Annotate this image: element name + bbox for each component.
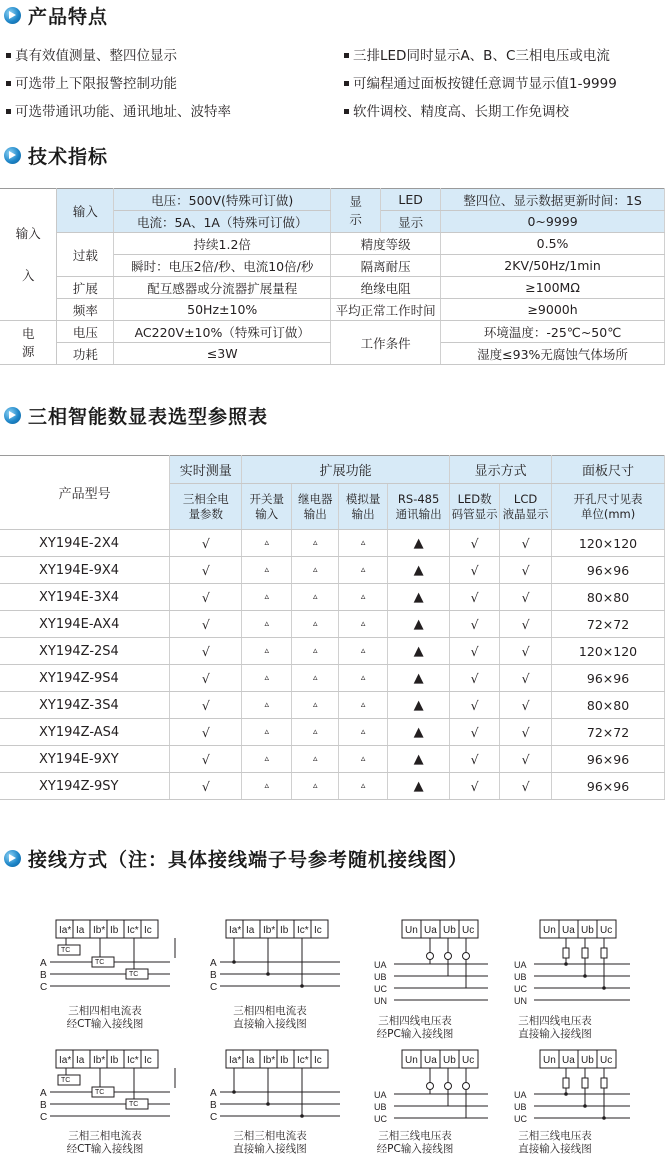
check-mark: √ <box>500 665 552 692</box>
check-mark: √ <box>170 584 242 611</box>
pt-coil <box>445 1083 452 1090</box>
filled-triangle-icon: ▲ <box>388 530 450 557</box>
terminal-label: Ib <box>110 925 119 936</box>
terminal-label: Ic <box>314 1055 322 1066</box>
fuse-icon <box>563 1078 569 1088</box>
phase-label: A <box>210 958 217 969</box>
feature-item: 软件调校、精度高、长期工作免调校 <box>344 100 569 120</box>
hollow-triangle-icon: ▵ <box>242 611 292 638</box>
selection-section-title <box>4 402 268 428</box>
check-mark: √ <box>450 611 500 638</box>
junction-dot <box>232 960 236 964</box>
diagram-caption: 三相四相电流表 直接输入接线图 <box>233 1005 307 1030</box>
model-cell: XY194Z-3S4 <box>0 692 170 719</box>
display-label: 显示 <box>381 211 441 233</box>
model-cell: XY194Z-AS4 <box>0 719 170 746</box>
model-cell: XY194E-9X4 <box>0 557 170 584</box>
hollow-triangle-icon: ▵ <box>339 638 388 665</box>
feature-item: 三排LED同时显示A、B、C三相电压或电流 <box>344 44 610 64</box>
model-cell: XY194E-9XY <box>0 746 170 773</box>
fuse-icon <box>582 948 588 958</box>
fuse-icon <box>601 1078 607 1088</box>
voltage-phase-label: UC <box>374 984 387 994</box>
table-row <box>0 719 665 746</box>
insulation-label: 绝缘电阻 <box>331 277 441 299</box>
check-mark: √ <box>170 611 242 638</box>
table-row <box>0 773 665 800</box>
terminal-label: Ic <box>314 925 322 936</box>
model-header: 产品型号 <box>0 456 170 530</box>
check-mark: √ <box>450 773 500 800</box>
table-row <box>0 584 665 611</box>
led-label: LED <box>381 189 441 211</box>
pt-coil <box>427 953 434 960</box>
check-mark: √ <box>500 638 552 665</box>
fuse-icon <box>601 948 607 958</box>
diagram-caption: 三相三相电流表 经CT输入接线图 <box>66 1130 144 1155</box>
terminal-label: Ua <box>562 925 575 936</box>
model-cell: XY194E-2X4 <box>0 530 170 557</box>
junction-dot <box>564 962 568 966</box>
terminal-label: Un <box>543 925 556 936</box>
check-mark: √ <box>450 692 500 719</box>
check-mark: √ <box>500 530 552 557</box>
voltage-phase-label: UB <box>374 1102 387 1112</box>
overload-instant: 瞬时：电压2倍/秒、电流10倍/秒 <box>114 255 331 277</box>
hollow-triangle-icon: ▵ <box>242 584 292 611</box>
hollow-triangle-icon: ▵ <box>292 692 339 719</box>
pt-coil <box>445 953 452 960</box>
power-voltage-value: AC220V±10%（特殊可订做） <box>114 321 331 343</box>
selection-title: 三相智能数显表选型参照表 <box>28 405 269 428</box>
phase-label: A <box>40 958 47 969</box>
hollow-triangle-icon: ▵ <box>292 719 339 746</box>
square-bullet-icon <box>344 81 349 86</box>
check-mark: √ <box>450 746 500 773</box>
filled-triangle-icon: ▲ <box>388 773 450 800</box>
hollow-triangle-icon: ▵ <box>339 611 388 638</box>
terminal-label: Ia* <box>59 1055 72 1066</box>
voltage-value: 电压：500V(特殊可订做) <box>114 189 331 211</box>
check-mark: √ <box>170 719 242 746</box>
terminal-label: Un <box>405 1055 418 1066</box>
filled-triangle-icon: ▲ <box>388 746 450 773</box>
phase-label: C <box>40 982 48 993</box>
pt-coil <box>463 1083 470 1090</box>
terminal-label: Ia <box>76 1055 85 1066</box>
terminal-label: Ia* <box>229 1055 242 1066</box>
hollow-triangle-icon: ▵ <box>242 773 292 800</box>
check-mark: √ <box>500 692 552 719</box>
terminal-label: Ib* <box>263 925 276 936</box>
check-mark: √ <box>500 719 552 746</box>
play-circle-icon <box>4 407 21 424</box>
play-circle-icon <box>4 147 21 164</box>
table-row <box>0 611 665 638</box>
panel-size-cell: 96×96 <box>552 557 665 584</box>
frequency-value: 50Hz±10% <box>114 299 331 321</box>
model-cell: XY194Z-9SY <box>0 773 170 800</box>
terminal-label: Ib* <box>263 1055 276 1066</box>
phase-label: A <box>40 1088 47 1099</box>
hollow-triangle-icon: ▵ <box>242 638 292 665</box>
voltage-phase-label: UA <box>374 960 387 970</box>
tc-label: TC <box>95 959 105 966</box>
panel-size-cell: 80×80 <box>552 692 665 719</box>
insulation-value: ≥100MΩ <box>441 277 665 299</box>
hollow-triangle-icon: ▵ <box>242 692 292 719</box>
junction-dot <box>602 986 606 990</box>
hollow-triangle-icon: ▵ <box>242 746 292 773</box>
check-mark: √ <box>170 665 242 692</box>
hollow-triangle-icon: ▵ <box>292 584 339 611</box>
feature-item: 可选带通讯功能、通讯地址、波特率 <box>6 100 231 120</box>
check-mark: √ <box>450 719 500 746</box>
terminal-label: Ia* <box>59 925 72 936</box>
phase-label: B <box>210 970 217 981</box>
mtbf-value: ≥9000h <box>441 299 665 321</box>
frequency-label: 频率 <box>57 299 114 321</box>
terminal-label: Ib <box>110 1055 119 1066</box>
terminal-label: Ic* <box>297 925 309 936</box>
features-title: 产品特点 <box>28 5 109 28</box>
analog-output-header: 模拟量 输出 <box>339 484 388 530</box>
hollow-triangle-icon: ▵ <box>242 665 292 692</box>
accuracy-label: 精度等级 <box>331 233 441 255</box>
isolation-value: 2KV/50Hz/1min <box>441 255 665 277</box>
hollow-triangle-icon: ▵ <box>339 692 388 719</box>
power-consumption-label: 功耗 <box>57 343 114 365</box>
filled-triangle-icon: ▲ <box>388 557 450 584</box>
junction-dot <box>232 1090 236 1094</box>
mtbf-label: 平均正常工作时间 <box>331 299 441 321</box>
terminal-label: Ib <box>280 1055 289 1066</box>
diagram-caption: 三相三线电压表 直接输入接线图 <box>518 1130 592 1155</box>
terminal-label: Ic <box>144 925 152 936</box>
panel-size-cell: 120×120 <box>552 530 665 557</box>
voltage-phase-label: UC <box>514 1114 527 1124</box>
play-circle-icon <box>4 850 21 867</box>
hollow-triangle-icon: ▵ <box>242 557 292 584</box>
power-voltage-label: 电压 <box>57 321 114 343</box>
terminal-label: Ub <box>581 925 594 936</box>
hollow-triangle-icon: ▵ <box>339 530 388 557</box>
hollow-triangle-icon: ▵ <box>292 530 339 557</box>
check-mark: √ <box>450 638 500 665</box>
diagram-caption: 三相三相电流表 直接输入接线图 <box>233 1130 307 1155</box>
terminal-label: Ia <box>76 925 85 936</box>
terminal-label: Ub <box>581 1055 594 1066</box>
junction-dot <box>266 1102 270 1106</box>
terminal-label: Ic* <box>127 1055 139 1066</box>
feature-item: 真有效值测量、整四位显示 <box>6 44 177 64</box>
voltage-phase-label: UB <box>374 972 387 982</box>
panel-size-cell: 96×96 <box>552 773 665 800</box>
hollow-triangle-icon: ▵ <box>242 530 292 557</box>
extend-label: 扩展 <box>57 277 114 299</box>
specs-title: 技术指标 <box>28 145 109 168</box>
filled-triangle-icon: ▲ <box>388 692 450 719</box>
rs485-output-header: RS-485 通讯输出 <box>388 484 450 530</box>
overload-continuous: 持续1.2倍 <box>114 233 331 255</box>
hollow-triangle-icon: ▵ <box>339 719 388 746</box>
check-mark: √ <box>500 773 552 800</box>
accuracy-value: 0.5% <box>441 233 665 255</box>
square-bullet-icon <box>344 53 349 58</box>
hollow-triangle-icon: ▵ <box>339 557 388 584</box>
feature-item: 可选带上下限报警控制功能 <box>6 72 177 92</box>
panel-size-cell: 80×80 <box>552 584 665 611</box>
specs-table <box>0 188 665 365</box>
power-consumption-value: ≤3W <box>114 343 331 365</box>
check-mark: √ <box>170 557 242 584</box>
humidity-value: 湿度≤93%无腐蚀气体场所 <box>441 343 665 365</box>
terminal-label: Ua <box>424 925 437 936</box>
tc-label: TC <box>95 1089 105 1096</box>
terminal-label: Uc <box>462 925 475 936</box>
check-mark: √ <box>170 746 242 773</box>
panel-size-cell: 96×96 <box>552 746 665 773</box>
terminal-label: Ia* <box>229 925 242 936</box>
voltage-phase-label: UC <box>514 984 527 994</box>
terminal-label: Ic* <box>297 1055 309 1066</box>
phase-label: C <box>210 982 218 993</box>
table-row <box>0 530 665 557</box>
hollow-triangle-icon: ▵ <box>292 557 339 584</box>
phase-label: C <box>40 1112 48 1123</box>
diagram-caption: 三相三线电压表 经PC输入接线图 <box>376 1130 454 1155</box>
terminal-label: Ub <box>443 1055 456 1066</box>
table-row <box>0 665 665 692</box>
expand-header: 扩展功能 <box>242 456 450 484</box>
terminal-label: Ib* <box>93 1055 106 1066</box>
switch-input-header: 开关量 输入 <box>242 484 292 530</box>
led-display-header: LED数 码管显示 <box>450 484 500 530</box>
isolation-label: 隔离耐压 <box>331 255 441 277</box>
lcd-display-header: LCD 液晶显示 <box>500 484 552 530</box>
tc-label: TC <box>129 971 139 978</box>
filled-triangle-icon: ▲ <box>388 719 450 746</box>
table-row <box>0 692 665 719</box>
display-group-label: 显 示 <box>331 189 381 233</box>
diagram-caption: 三相四相电流表 经CT输入接线图 <box>66 1005 144 1030</box>
filled-triangle-icon: ▲ <box>388 665 450 692</box>
hollow-triangle-icon: ▵ <box>339 665 388 692</box>
wiring-title: 接线方式（注：具体接线端子号参考随机接线图） <box>28 848 469 871</box>
junction-dot <box>266 972 270 976</box>
voltage-phase-label: UB <box>514 972 527 982</box>
env-temperature: 环境温度：-25℃~50℃ <box>441 321 665 343</box>
check-mark: √ <box>500 746 552 773</box>
cutout-size-header: 开孔尺寸见表 单位(mm) <box>552 484 665 530</box>
check-mark: √ <box>170 773 242 800</box>
terminal-label: Uc <box>600 1055 613 1066</box>
hollow-triangle-icon: ▵ <box>292 638 339 665</box>
panel-size-cell: 120×120 <box>552 638 665 665</box>
check-mark: √ <box>170 638 242 665</box>
realtime-header: 实时测量 <box>170 456 242 484</box>
terminal-label: Ib* <box>93 925 106 936</box>
table-row <box>0 746 665 773</box>
overload-label: 过载 <box>57 233 114 277</box>
selection-table <box>0 455 665 800</box>
hollow-triangle-icon: ▵ <box>292 665 339 692</box>
specs-section-title <box>4 142 108 168</box>
current-value: 电流：5A、1A（特殊可订做） <box>114 211 331 233</box>
phase-label: C <box>210 1112 218 1123</box>
terminal-label: Un <box>405 925 418 936</box>
features-section-title <box>4 2 108 28</box>
filled-triangle-icon: ▲ <box>388 611 450 638</box>
full-parameters-header: 三相全电 量参数 <box>170 484 242 530</box>
check-mark: √ <box>450 584 500 611</box>
terminal-label: Ic <box>144 1055 152 1066</box>
diagram-caption: 三相四线电压表 经PC输入接线图 <box>376 1015 454 1040</box>
voltage-phase-label: UA <box>514 1090 527 1100</box>
hollow-triangle-icon: ▵ <box>339 746 388 773</box>
junction-dot <box>602 1116 606 1120</box>
panel-size-cell: 96×96 <box>552 665 665 692</box>
relay-output-header: 继电器 输出 <box>292 484 339 530</box>
voltage-phase-label: UN <box>374 996 387 1006</box>
diagram-caption: 三相四线电压表 直接输入接线图 <box>518 1015 592 1040</box>
phase-label: B <box>210 1100 217 1111</box>
junction-dot <box>300 1114 304 1118</box>
check-mark: √ <box>500 584 552 611</box>
work-condition-label: 工作条件 <box>331 321 441 365</box>
square-bullet-icon <box>344 109 349 114</box>
fuse-icon <box>563 948 569 958</box>
square-bullet-icon <box>6 53 11 58</box>
check-mark: √ <box>170 530 242 557</box>
model-cell: XY194E-3X4 <box>0 584 170 611</box>
terminal-label: Ia <box>246 925 255 936</box>
square-bullet-icon <box>6 81 11 86</box>
voltage-phase-label: UC <box>374 1114 387 1124</box>
wiring-section-title <box>4 845 468 871</box>
check-mark: √ <box>170 692 242 719</box>
phase-label: B <box>40 1100 47 1111</box>
panel-size-cell: 72×72 <box>552 719 665 746</box>
table-row <box>0 557 665 584</box>
model-cell: XY194E-AX4 <box>0 611 170 638</box>
terminal-label: Uc <box>600 925 613 936</box>
terminal-label: Ua <box>424 1055 437 1066</box>
play-circle-icon <box>4 7 21 24</box>
input-label: 输入 <box>57 189 114 233</box>
terminal-label: Uc <box>462 1055 475 1066</box>
check-mark: √ <box>450 665 500 692</box>
voltage-phase-label: UN <box>514 996 527 1006</box>
tc-label: TC <box>61 947 71 954</box>
filled-triangle-icon: ▲ <box>388 638 450 665</box>
phase-label: A <box>210 1088 217 1099</box>
terminal-label: Un <box>543 1055 556 1066</box>
square-bullet-icon <box>6 109 11 114</box>
voltage-phase-label: UA <box>514 960 527 970</box>
hollow-triangle-icon: ▵ <box>339 584 388 611</box>
filled-triangle-icon: ▲ <box>388 584 450 611</box>
phase-label: B <box>40 970 47 981</box>
led-value: 整四位、显示数据更新时间：1S <box>441 189 665 211</box>
hollow-triangle-icon: ▵ <box>292 611 339 638</box>
hollow-triangle-icon: ▵ <box>242 719 292 746</box>
input-group-label: 输入 入 <box>0 189 57 321</box>
terminal-label: Ub <box>443 925 456 936</box>
voltage-phase-label: UA <box>374 1090 387 1100</box>
check-mark: √ <box>500 611 552 638</box>
junction-dot <box>564 1092 568 1096</box>
terminal-label: Ib <box>280 925 289 936</box>
tc-label: TC <box>129 1101 139 1108</box>
display-value: 0~9999 <box>441 211 665 233</box>
junction-dot <box>583 1104 587 1108</box>
panel-header: 面板尺寸 <box>552 456 665 484</box>
model-cell: XY194Z-9S4 <box>0 665 170 692</box>
junction-dot <box>583 974 587 978</box>
check-mark: √ <box>450 530 500 557</box>
pt-coil <box>427 1083 434 1090</box>
hollow-triangle-icon: ▵ <box>292 773 339 800</box>
check-mark: √ <box>500 557 552 584</box>
tc-label: TC <box>61 1077 71 1084</box>
terminal-label: Ic* <box>127 925 139 936</box>
display-header: 显示方式 <box>450 456 552 484</box>
terminal-label: Ia <box>246 1055 255 1066</box>
panel-size-cell: 72×72 <box>552 611 665 638</box>
terminal-label: Ua <box>562 1055 575 1066</box>
hollow-triangle-icon: ▵ <box>339 773 388 800</box>
hollow-triangle-icon: ▵ <box>292 746 339 773</box>
feature-item: 可编程通过面板按键任意调节显示值1-9999 <box>344 72 617 92</box>
pt-coil <box>463 953 470 960</box>
junction-dot <box>300 984 304 988</box>
model-cell: XY194Z-2S4 <box>0 638 170 665</box>
fuse-icon <box>582 1078 588 1088</box>
check-mark: √ <box>450 557 500 584</box>
voltage-phase-label: UB <box>514 1102 527 1112</box>
power-group-label: 电 源 <box>0 321 57 365</box>
extend-value: 配互感器或分流器扩展量程 <box>114 277 331 299</box>
table-row <box>0 638 665 665</box>
